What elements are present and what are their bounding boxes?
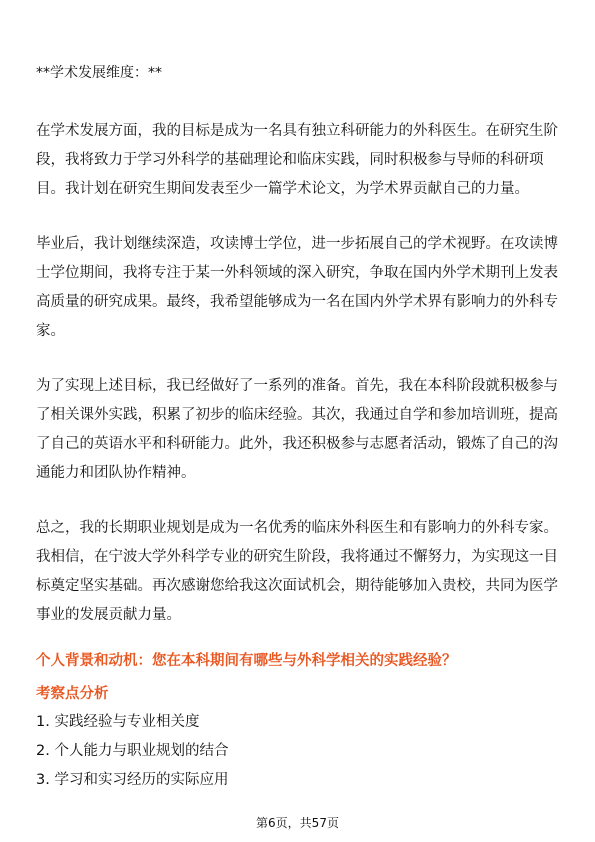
analysis-item: 3. 学习和实习经历的实际应用 bbox=[36, 772, 229, 788]
paragraph-line: 事业的发展贡献力量。 bbox=[36, 607, 181, 623]
page-footer: 第6页，共57页 bbox=[256, 816, 339, 830]
paragraph-preparation bbox=[36, 372, 559, 488]
analysis-title: 考察点分析 bbox=[36, 686, 109, 702]
paragraph-academic-goal bbox=[36, 117, 559, 204]
section-heading: **学术发展维度：** bbox=[36, 65, 162, 81]
analysis-item: 1. 实践经验与专业相关度 bbox=[36, 714, 200, 730]
paragraph-line: 总之，我的长期职业规划是成为一名优秀的临床外科医生和有影响力的外科专家。 bbox=[36, 520, 558, 536]
paragraph-line: 毕业后，我计划继续深造，攻读博士学位，进一步拓展自己的学术视野。在攻读博 bbox=[36, 236, 558, 252]
interview-question: 个人背景和动机：您在本科期间有哪些与外科学相关的实践经验？ bbox=[36, 653, 457, 669]
analysis-item: 2. 个人能力与职业规划的结合 bbox=[36, 743, 229, 759]
paragraph-line: 家。 bbox=[36, 323, 65, 339]
paragraph-line: 高质量的研究成果。最终，我希望能够成为一名在国内外学术界有影响力的外科专 bbox=[36, 294, 558, 310]
paragraph-line: 通能力和团队协作精神。 bbox=[36, 465, 196, 481]
analysis-list bbox=[36, 708, 228, 795]
paragraph-line: 目。我计划在研究生期间发表至少一篇学术论文，为学术界贡献自己的力量。 bbox=[36, 181, 529, 197]
paragraph-line: 标奠定坚实基础。再次感谢您给我这次面试机会，期待能够加入贵校，共同为医学 bbox=[36, 578, 558, 594]
paragraph-after-graduation bbox=[36, 230, 559, 346]
paragraph-line: 了相关课外实践，积累了初步的临床经验。其次，我通过自学和参加培训班，提高 bbox=[36, 407, 558, 423]
paragraph-line: 在学术发展方面，我的目标是成为一名具有独立科研能力的外科医生。在研究生阶 bbox=[36, 123, 558, 139]
paragraph-line: 了自己的英语水平和科研能力。此外，我还积极参与志愿者活动，锻炼了自己的沟 bbox=[36, 436, 558, 452]
paragraph-line: 为了实现上述目标，我已经做好了一系列的准备。首先，我在本科阶段就积极参与 bbox=[36, 378, 558, 394]
paragraph-line: 士学位期间，我将专注于某一外科领域的深入研究，争取在国内外学术期刊上发表 bbox=[36, 265, 558, 281]
paragraph-line: 段，我将致力于学习外科学的基础理论和临床实践，同时积极参与导师的科研项 bbox=[36, 152, 544, 168]
paragraph-line: 我相信，在宁波大学外科学专业的研究生阶段，我将通过不懈努力，为实现这一目 bbox=[36, 549, 558, 565]
paragraph-conclusion bbox=[36, 514, 559, 630]
